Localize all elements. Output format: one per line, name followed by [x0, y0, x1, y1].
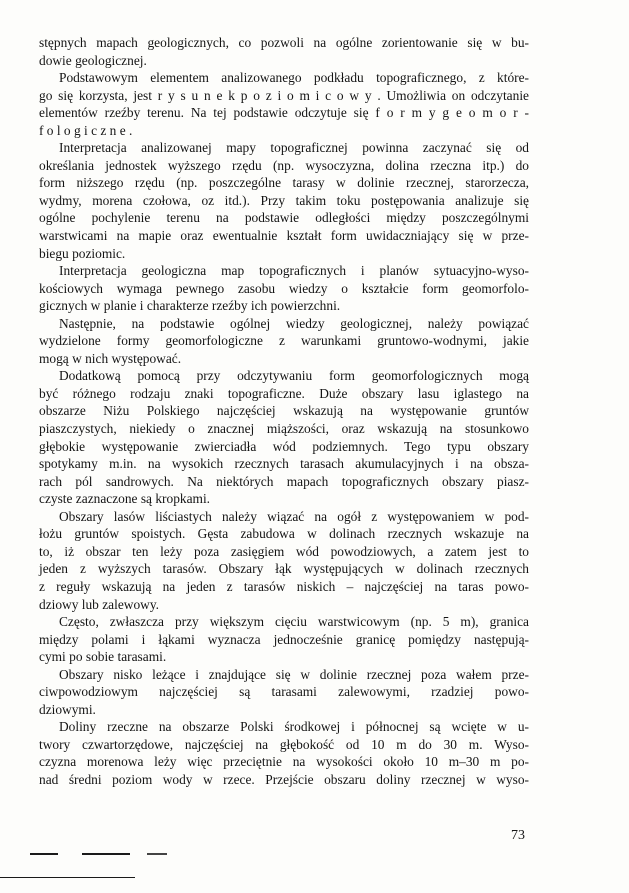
- text-line: określania jednostek wyższego rzędu (np. wysoczyzna, dolina rzeczna itp.) do: [39, 157, 529, 173]
- text-line: czyste zaznaczone są kropkami.: [39, 491, 211, 507]
- text-line: warstwicami na mapie oraz ewentualnie kształt form uwidaczniający się w prze-: [39, 228, 529, 244]
- text-line: rach pól sandrowych. Na niektórych mapach topograficznych obszary piasz-: [39, 473, 529, 489]
- text-line: wydzielone formy geomorfologiczne z warunkami gruntowo-wodnymi, jakie: [39, 333, 529, 349]
- text-line: to, iż obszar ten leży poza zasięgiem wód powodziowych, a zatem jest to: [39, 543, 529, 559]
- text-line: Często, zwłaszcza przy większym cięciu warstwicowym (np. 5 m), granica: [59, 614, 529, 630]
- text-line: spotykamy m.in. na wysokich rzecznych tarasach akumulacyjnych i na obsza-: [39, 456, 529, 472]
- text-line: cymi po sobie tarasami.: [39, 649, 167, 665]
- text-line: głębokie występowanie zwierciadła wód podziemnych. Tego typu obszary: [39, 438, 529, 454]
- text-line: Obszary lasów liściastych należy wiązać na ogół z występowaniem w pod-: [59, 508, 529, 524]
- text-line: dziowymi.: [39, 701, 96, 717]
- text-line: dziowy lub zalewowy.: [39, 596, 159, 612]
- footer-rule: [147, 853, 167, 855]
- text-line: f o l o g i c z n e .: [39, 122, 133, 138]
- text-line: Interpretacja geologiczna map topograficznych i planów sytuacyjno-wyso-: [59, 263, 529, 279]
- text-line: czyzna morenowa leży więc przeciętnie na wysokości około 10 m–30 m po-: [39, 754, 529, 770]
- text-line: stępnych mapach geologicznych, co pozwoli na ogólne zorientowanie się w bu-: [39, 35, 529, 50]
- text-line: elementów rzeźby terenu. Na tej podstawie odczytuje się f o r m y g e o m o r -: [39, 105, 529, 121]
- text-line: Interpretacja analizowanej mapy topograficznej powinna zaczynać się od: [59, 140, 529, 156]
- text-line: Dodatkową pomocą przy odczytywaniu form geomorfologicznych mogą: [59, 368, 529, 384]
- text-line: dowie geologicznej.: [39, 52, 147, 68]
- footer-rule: [30, 853, 58, 855]
- edge-line: [0, 877, 135, 878]
- text-line: ciwpowodziowym najczęściej są tarasami zalewowymi, rzadziej powo-: [39, 684, 529, 700]
- text-line: wydmy, morena czołowa, oz itd.). Przy takim toku postępowania analizuje się: [39, 192, 529, 208]
- text-line: między polami i łąkami wyznacza jednocześnie granicę pomiędzy następują-: [39, 631, 529, 647]
- body-text: [39, 34, 529, 789]
- text-line: obszarze Niżu Polskiego najczęściej wskazują na występowanie gruntów: [39, 403, 529, 419]
- text-line: mogą w nich występować.: [39, 350, 182, 366]
- text-line: Następnie, na podstawie ogólnej wiedzy geologicznej, należy powiązać: [59, 315, 529, 331]
- text-line: jeden z wyższych tarasów. Obszary łąk występujących w dolinach rzecznych: [39, 561, 529, 577]
- footer-rule: [82, 853, 130, 855]
- text-line: piaszczystych, niekiedy o znacznej miąższości, oraz wskazują na stosunkowo: [39, 421, 529, 437]
- text-line: go się korzysta, jest r y s u n e k p o z i o m i c o w y . Umożliwia on odczytanie: [39, 87, 529, 103]
- text-line: biegu poziomic.: [39, 245, 126, 261]
- text-line: Doliny rzeczne na obszarze Polski środkowej i północnej są wcięte w u-: [59, 719, 529, 735]
- text-line: nad średni poziom wody w rzece. Przejście obszaru doliny rzecznej w wyso-: [39, 771, 529, 787]
- text-line: ogólne pochylenie terenu na podstawie odległości między poszczególnymi: [39, 210, 529, 226]
- text-line: gicznych w planie i charakterze rzeźby ich powierzchni.: [39, 298, 341, 314]
- text-line: twory czwartorzędowe, najczęściej na głębokość od 10 m do 30 m. Wyso-: [39, 736, 529, 752]
- text-line: Podstawowym elementem analizowanego podkładu topograficznego, z które-: [59, 70, 529, 86]
- text-line: Obszary nisko leżące i znajdujące się w dolinie rzecznej poza wałem prze-: [59, 666, 529, 682]
- text-line: form niższego rzędu (np. poszczególne tarasy w dolinie rzecznej, starorzecza,: [39, 175, 529, 191]
- text-line: z reguły wskazują na jeden z tarasów niskich – najczęściej na taras powo-: [39, 578, 529, 594]
- text-line: być różnego rodzaju znaki topograficzne. Duże obszary lasu iglastego na: [39, 385, 529, 401]
- text-line: kościowych wymaga pewnego zasobu wiedzy o kształcie form geomorfolo-: [39, 280, 529, 296]
- page-number: 73: [511, 828, 525, 843]
- text-line: łożu gruntów spoistych. Gęsta zabudowa w dolinach rzecznych wskazuje na: [39, 526, 529, 542]
